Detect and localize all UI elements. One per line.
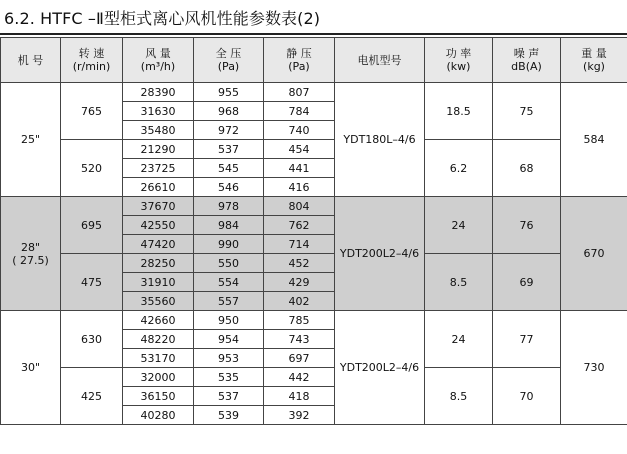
total-pressure-cell: 954: [194, 330, 264, 349]
header-label: 电机型号: [357, 53, 402, 67]
static-pressure-cell: 807: [264, 83, 335, 102]
static-pressure-cell: 392: [264, 406, 335, 425]
power-cell: 18.5: [425, 83, 493, 140]
table-body: [1, 83, 627, 425]
table-row: [1, 368, 627, 387]
table-row: [1, 254, 627, 273]
header-airflow: [123, 38, 194, 83]
header-speed: [61, 38, 123, 83]
static-pressure-cell: 743: [264, 330, 335, 349]
static-pressure-cell: 697: [264, 349, 335, 368]
noise-cell: 68: [493, 140, 561, 197]
airflow-cell: 48220: [123, 330, 194, 349]
header-label: 风 量: [145, 47, 171, 60]
total-pressure-cell: 972: [194, 121, 264, 140]
airflow-cell: 28390: [123, 83, 194, 102]
airflow-cell: 35560: [123, 292, 194, 311]
header-unit: (kw): [446, 60, 471, 73]
machine-number: 25": [20, 133, 41, 146]
airflow-cell: 31910: [123, 273, 194, 292]
machine-number-cell: [1, 311, 61, 425]
speed-cell: 520: [61, 140, 123, 197]
airflow-cell: 47420: [123, 235, 194, 254]
total-pressure-cell: 984: [194, 216, 264, 235]
airflow-cell: 42660: [123, 311, 194, 330]
airflow-cell: 26610: [123, 178, 194, 197]
fan-performance-table: [0, 37, 627, 425]
weight-cell: 670: [561, 197, 627, 311]
speed-cell: 475: [61, 254, 123, 311]
header-label: 转 速: [78, 47, 105, 60]
motor-model-cell: YDT200L2–4/6: [335, 197, 425, 311]
total-pressure-cell: 546: [194, 178, 264, 197]
header-row: [1, 38, 627, 83]
airflow-cell: 40280: [123, 406, 194, 425]
header-unit: (r/min): [72, 60, 111, 73]
total-pressure-cell: 953: [194, 349, 264, 368]
machine-number: 30": [20, 361, 41, 374]
total-pressure-cell: 554: [194, 273, 264, 292]
power-cell: 8.5: [425, 368, 493, 425]
total-pressure-cell: 537: [194, 140, 264, 159]
airflow-cell: 36150: [123, 387, 194, 406]
header-label: 噪 声: [513, 47, 540, 60]
power-cell: 24: [425, 311, 493, 368]
total-pressure-cell: 535: [194, 368, 264, 387]
table-row: [1, 311, 627, 330]
static-pressure-cell: 714: [264, 235, 335, 254]
weight-cell: 730: [561, 311, 627, 425]
static-pressure-cell: 441: [264, 159, 335, 178]
header-label: 功 率: [445, 47, 472, 60]
airflow-cell: 23725: [123, 159, 194, 178]
header-total-pressure: [194, 38, 264, 83]
total-pressure-cell: 557: [194, 292, 264, 311]
noise-cell: 76: [493, 197, 561, 254]
table-row: [1, 83, 627, 102]
static-pressure-cell: 804: [264, 197, 335, 216]
total-pressure-cell: 978: [194, 197, 264, 216]
static-pressure-cell: 784: [264, 102, 335, 121]
total-pressure-cell: 550: [194, 254, 264, 273]
header-power: [425, 38, 493, 83]
header-motor-model: [335, 38, 425, 83]
airflow-cell: 21290: [123, 140, 194, 159]
header-static-pressure: [264, 38, 335, 83]
machine-number-cell: [1, 197, 61, 311]
header-label: 重 量: [581, 47, 607, 60]
total-pressure-cell: 990: [194, 235, 264, 254]
airflow-cell: 35480: [123, 121, 194, 140]
table-row: [1, 197, 627, 216]
header-unit: (kg): [583, 60, 605, 73]
total-pressure-cell: 539: [194, 406, 264, 425]
airflow-cell: 42550: [123, 216, 194, 235]
total-pressure-cell: 537: [194, 387, 264, 406]
airflow-cell: 28250: [123, 254, 194, 273]
speed-cell: 695: [61, 197, 123, 254]
header-unit: (m³/h): [140, 60, 176, 73]
header-noise: [493, 38, 561, 83]
power-cell: 8.5: [425, 254, 493, 311]
header-unit: (Pa): [288, 60, 310, 73]
header-unit: dB(A): [511, 60, 542, 73]
airflow-cell: 31630: [123, 102, 194, 121]
static-pressure-cell: 762: [264, 216, 335, 235]
airflow-cell: 37670: [123, 197, 194, 216]
header-label: 机 号: [17, 53, 44, 67]
header-unit: (Pa): [217, 60, 240, 73]
static-pressure-cell: 442: [264, 368, 335, 387]
airflow-cell: 32000: [123, 368, 194, 387]
title-divider: [0, 33, 627, 35]
static-pressure-cell: 416: [264, 178, 335, 197]
speed-cell: 765: [61, 83, 123, 140]
machine-number: 28": [20, 240, 41, 254]
speed-cell: 425: [61, 368, 123, 425]
static-pressure-cell: 740: [264, 121, 335, 140]
total-pressure-cell: 968: [194, 102, 264, 121]
total-pressure-cell: 545: [194, 159, 264, 178]
static-pressure-cell: 402: [264, 292, 335, 311]
static-pressure-cell: 454: [264, 140, 335, 159]
header-machine-no: [1, 38, 61, 83]
static-pressure-cell: 452: [264, 254, 335, 273]
static-pressure-cell: 785: [264, 311, 335, 330]
motor-model-cell: YDT180L–4/6: [335, 83, 425, 197]
machine-number-cell: [1, 83, 61, 197]
noise-cell: 75: [493, 83, 561, 140]
static-pressure-cell: 418: [264, 387, 335, 406]
machine-number-sub: ( 27.5): [12, 253, 49, 267]
noise-cell: 69: [493, 254, 561, 311]
motor-model-cell: YDT200L2–4/6: [335, 311, 425, 425]
total-pressure-cell: 950: [194, 311, 264, 330]
power-cell: 6.2: [425, 140, 493, 197]
airflow-cell: 53170: [123, 349, 194, 368]
header-label: 全 压: [215, 47, 242, 60]
static-pressure-cell: 429: [264, 273, 335, 292]
total-pressure-cell: 955: [194, 83, 264, 102]
table-row: [1, 140, 627, 159]
speed-cell: 630: [61, 311, 123, 368]
header-label: 静 压: [286, 47, 312, 60]
page-title: 6.2. HTFC –Ⅱ型柜式离心风机性能参数表(2): [4, 9, 321, 28]
header-weight: [561, 38, 627, 83]
weight-cell: 584: [561, 83, 627, 197]
noise-cell: 70: [493, 368, 561, 425]
noise-cell: 77: [493, 311, 561, 368]
power-cell: 24: [425, 197, 493, 254]
